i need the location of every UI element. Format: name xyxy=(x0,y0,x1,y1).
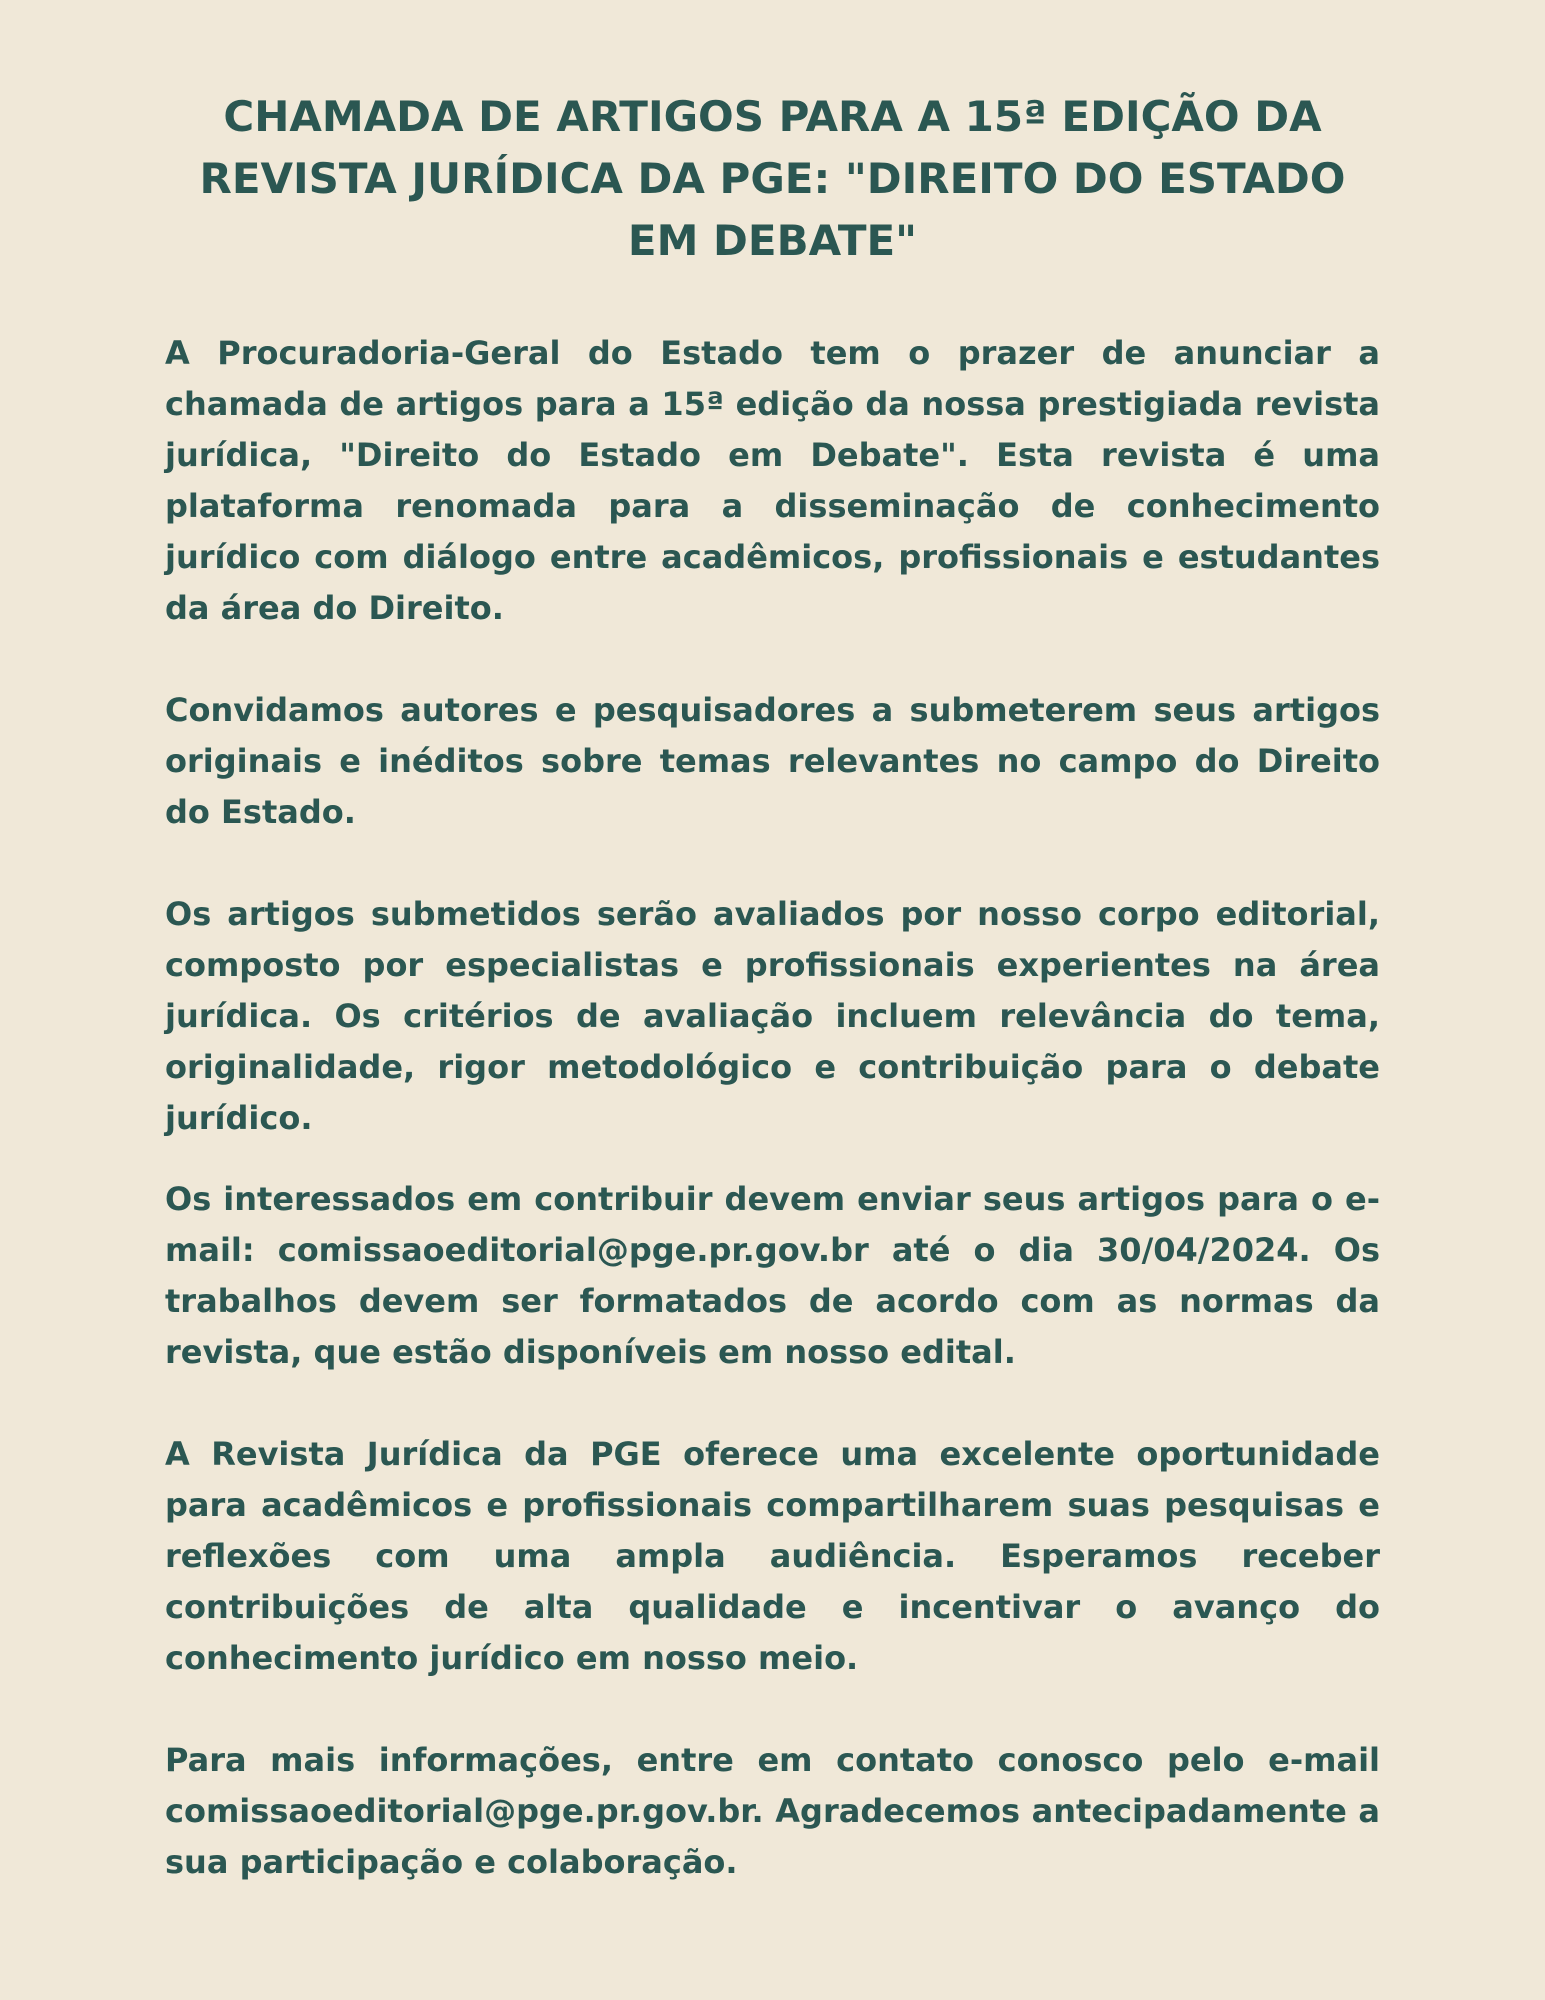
paragraph-opportunity: A Revista Jurídica da PGE oferece uma excelente oportunidade para acadêmicos e profissionais compartilharem suas pesquisas e reflexões com uma ampla audiência. Esperamos receber contribuições de alta qualidade e incentivar o avanço do conhecimento jurídico em nosso meio. xyxy=(165,1435,1380,1677)
document-body xyxy=(165,328,1380,1888)
paragraph-intro: A Procuradoria-Geral do Estado tem o prazer de anunciar a chamada de artigos para a 15ª edição da nossa prestigiada revista jurídica, "Direito do Estado em Debate". Esta revista é uma plataforma renomada para a disseminação de conhecimento jurídico com diálogo entre acadêmicos, profissionais e estudantes da área do Direito. xyxy=(165,334,1380,627)
paragraph-contact: Para mais informações, entre em contato conosco pelo e-mail comissaoeditorial@pge.pr.gov.br. Agradecemos antecipadamente a sua participação e colaboração. xyxy=(165,1741,1380,1881)
paragraph-spacer xyxy=(165,1684,1380,1735)
paragraph-spacer xyxy=(165,1144,1380,1174)
paragraph-submission: Os interessados em contribuir devem enviar seus artigos para o e-mail: comissaoeditorial@pge.pr.gov.br até o dia 30/04/2024. Os trabalhos devem ser formatados de acordo com as normas da revista, que estão disponíveis em nosso edital. xyxy=(165,1180,1380,1371)
paragraph-spacer xyxy=(165,634,1380,685)
paragraph-spacer xyxy=(165,838,1380,889)
paragraph-spacer xyxy=(165,1378,1380,1429)
paragraph-invitation: Convidamos autores e pesquisadores a submeterem seus artigos originais e inéditos sobre temas relevantes no campo do Direito do Estado. xyxy=(165,691,1380,831)
document-title: CHAMADA DE ARTIGOS PARA A 15ª EDIÇÃO DA REVISTA JURÍDICA DA PGE: "DIREITO DO ESTADO EM DEBATE" xyxy=(199,92,1346,265)
paragraph-evaluation: Os artigos submetidos serão avaliados por nosso corpo editorial, composto por especialistas e profissionais experientes na área jurídica. Os critérios de avaliação incluem relevância do tema, originalidade, rigor metodológico e contribuição para o debate jurídico. xyxy=(165,895,1380,1137)
